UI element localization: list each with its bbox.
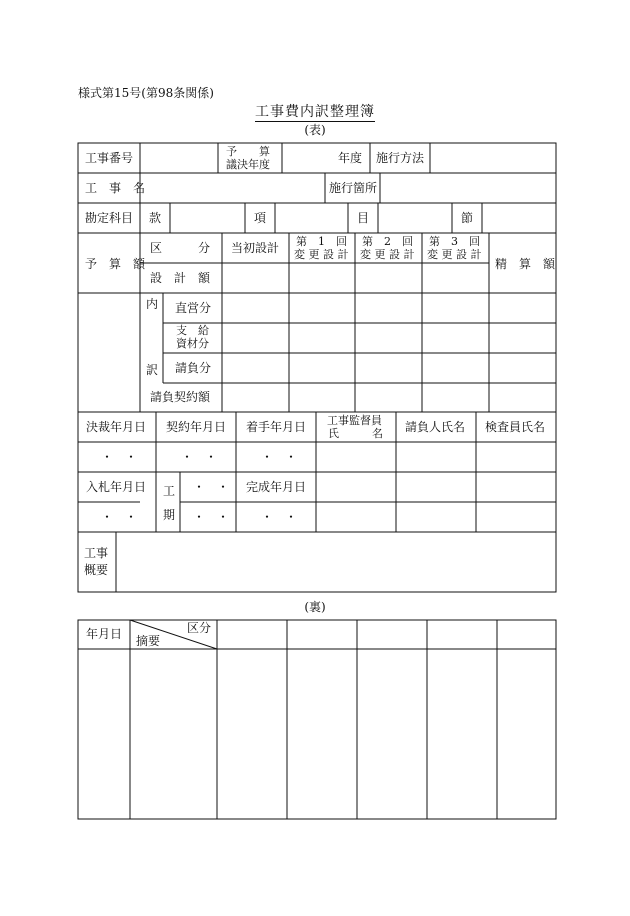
front-labels: [84, 144, 556, 577]
period-label-top: 工: [163, 484, 176, 498]
supplied-materials-line2: 資材分: [176, 337, 209, 350]
construction-method-label: 施行方法: [376, 151, 425, 165]
completion-date-dots: ・ ・: [261, 510, 298, 524]
front-side-label: (表): [304, 123, 326, 137]
completion-date-label: 完成年月日: [246, 480, 307, 494]
contract-portion-label: 請負分: [175, 361, 212, 375]
back-date-label: 年月日: [86, 627, 123, 641]
supervisor-label-line1: 工事監督員: [327, 414, 382, 427]
construction-name-label: 工 事 名: [85, 181, 146, 195]
period-start-dots: ・ ・: [193, 480, 230, 494]
budget-amount-label: 予 算 額: [85, 257, 146, 271]
initial-design-label: 当初設計: [231, 241, 280, 255]
bid-date-dots: ・ ・: [101, 510, 138, 524]
back-classification-label: 区分: [187, 621, 212, 635]
form-number: 様式第15号(第98条関係): [78, 86, 214, 100]
construction-number-label: 工事番号: [85, 151, 134, 165]
breakdown-label-top: 内: [146, 297, 159, 311]
contract-amount-label: 請負契約額: [150, 390, 211, 404]
change-design-1-line2: 変 更 設 計: [294, 248, 349, 261]
budget-year-label-line2: 議決年度: [226, 158, 270, 171]
summary-label-line2: 概要: [84, 563, 109, 577]
bid-date-label: 入札年月日: [86, 480, 147, 494]
change-design-1-line1: 第 1 回: [296, 235, 347, 248]
period-label-bottom: 期: [163, 508, 176, 522]
kan-label: 款: [149, 211, 162, 225]
document-title-text: 工事費内訳整理簿: [255, 104, 375, 120]
back-grid: [78, 620, 556, 819]
start-date-label: 着手年月日: [246, 420, 307, 434]
supplied-materials-line1: 支 給: [176, 324, 209, 337]
contract-date-label: 契約年月日: [166, 420, 227, 434]
change-design-3-line2: 変 更 設 計: [427, 248, 482, 261]
moku-label: 目: [357, 211, 370, 225]
supervisor-label-line2: 氏 名: [328, 427, 383, 440]
change-design-2-line1: 第 2 回: [362, 235, 413, 248]
summary-label-line1: 工事: [84, 546, 109, 560]
direct-management-label: 直営分: [175, 301, 212, 315]
change-design-3-line1: 第 3 回: [429, 235, 480, 248]
back-labels: [86, 620, 211, 648]
classification-label: 区 分: [150, 241, 211, 255]
change-design-2-line2: 変 更 設 計: [360, 248, 415, 261]
design-amount-label: 設 計 額: [150, 271, 211, 285]
back-outer-border: [78, 620, 556, 819]
period-end-dots: ・ ・: [193, 510, 230, 524]
back-description-label: 摘要: [136, 634, 161, 648]
setsu-label: 節: [461, 211, 474, 225]
fiscal-year-label: 年度: [338, 151, 363, 165]
contract-date-dots: ・ ・: [181, 450, 218, 464]
kou-label: 項: [254, 211, 267, 225]
account-subject-label: 勘定科目: [85, 211, 134, 225]
contractor-name-label: 請負人氏名: [405, 420, 466, 434]
settlement-amount-label: 精 算 額: [495, 257, 556, 271]
back-side-label: (裏): [304, 600, 326, 614]
decision-date-label: 決裁年月日: [86, 420, 147, 434]
construction-site-label: 施行箇所: [329, 181, 378, 195]
inspector-name-label: 検査員氏名: [485, 420, 546, 434]
start-date-dots: ・ ・: [261, 450, 298, 464]
decision-date-dots: ・ ・: [101, 450, 138, 464]
budget-year-label-line1: 予 算: [226, 145, 270, 158]
breakdown-label-bottom: 訳: [146, 363, 159, 377]
